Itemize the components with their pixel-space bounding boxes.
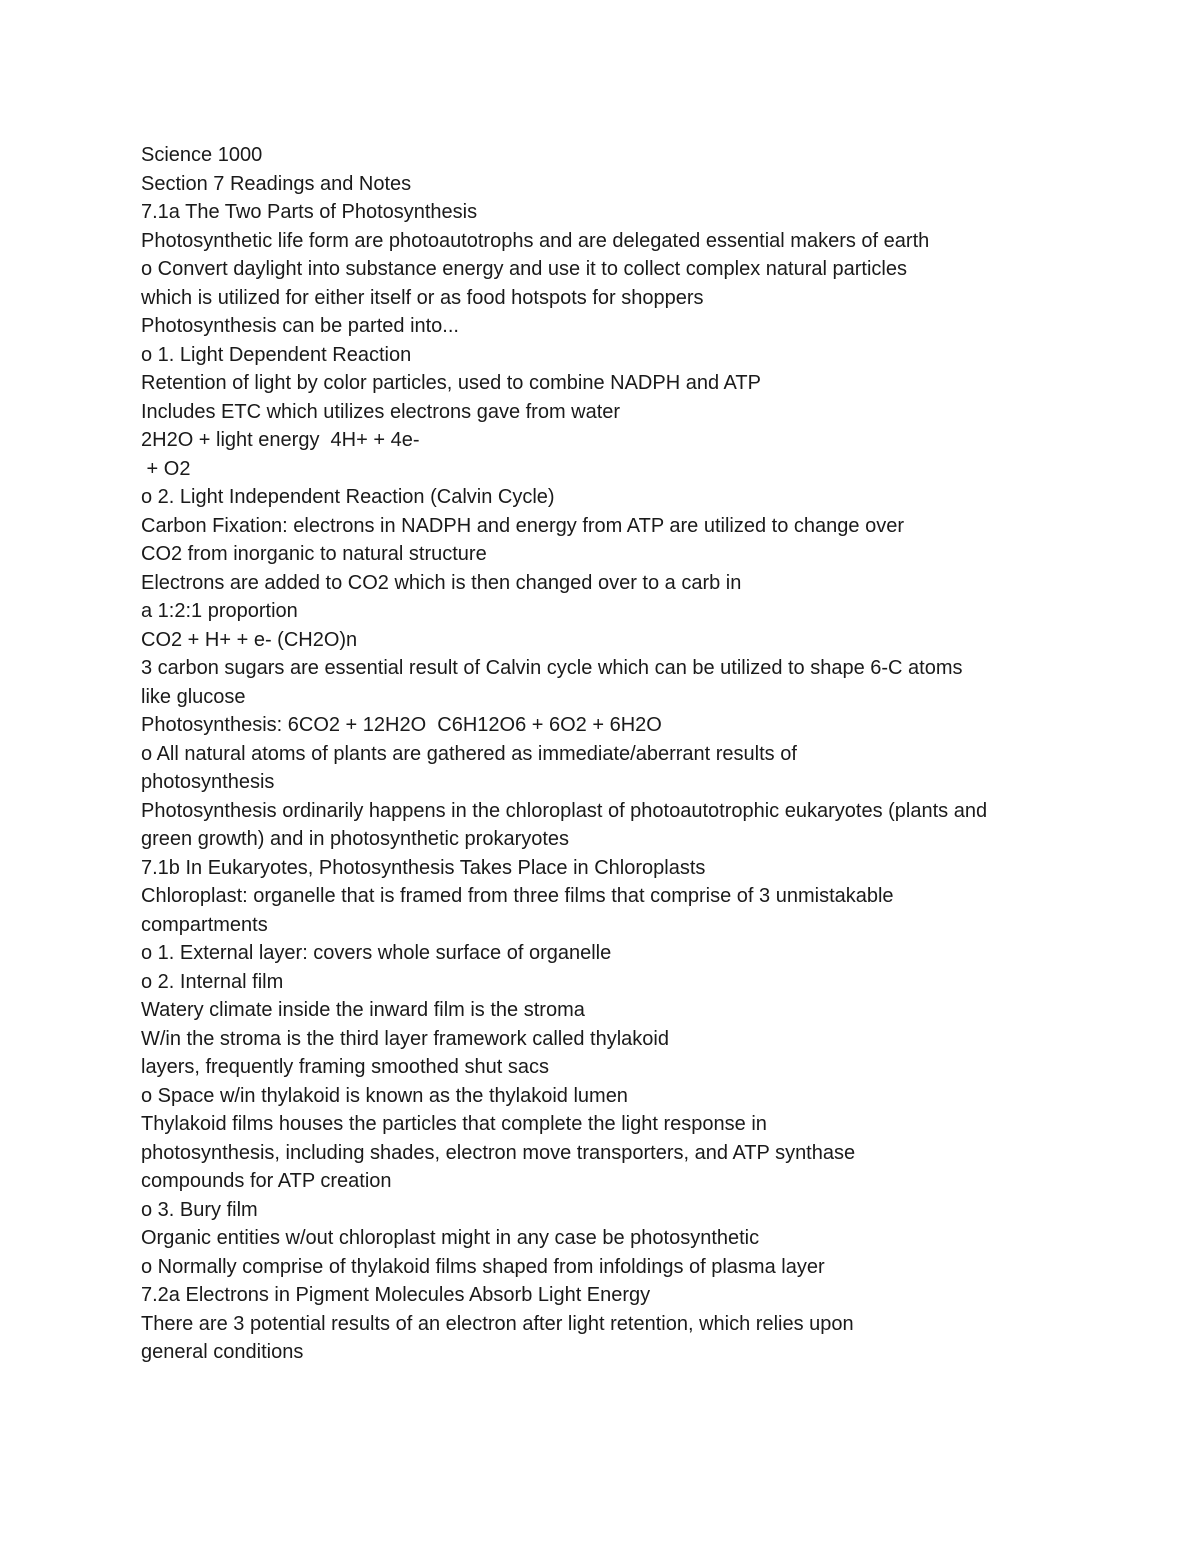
text-line: photosynthesis, including shades, electron move transporters, and ATP synthase (141, 1141, 856, 1164)
text-line: o All natural atoms of plants are gathered as immediate/aberrant results of (141, 742, 797, 765)
text-line: o 1. Light Dependent Reaction (141, 343, 412, 366)
text-line: o 2. Internal film (141, 970, 284, 993)
equation-line: CO2 + H+ + e- (CH2O)n (141, 628, 358, 651)
course-title: Science 1000 (141, 144, 263, 166)
text-line: layers, frequently framing smoothed shut sacs (141, 1056, 549, 1078)
section-title: Section 7 Readings and Notes (141, 172, 412, 195)
text-line: There are 3 potential results of an electron after light retention, which relies upon (141, 1312, 854, 1335)
text-line: Photosynthetic life form are photoautotrophs and are delegated essential makers of earth (141, 229, 930, 252)
text-line: o 1. External layer: covers whole surface of organelle (141, 942, 612, 964)
text-line: o 2. Light Independent Reaction (Calvin Cycle) (141, 486, 555, 508)
text-line: general conditions (141, 1341, 304, 1363)
text-line: Thylakoid films houses the particles that complete the light response in (141, 1113, 767, 1135)
text-line: o Normally comprise of thylakoid films shaped from infoldings of plasma layer (141, 1255, 825, 1278)
text-line: Organic entities w/out chloroplast might in any case be photosynthetic (141, 1227, 760, 1249)
text-line: o Space w/in thylakoid is known as the thylakoid lumen (141, 1084, 628, 1107)
text-line: compounds for ATP creation (141, 1170, 392, 1192)
text-line: a 1:2:1 proportion (141, 600, 298, 622)
text-line: Chloroplast: organelle that is framed from three films that comprise of 3 unmistakable (141, 885, 894, 907)
text-line: 3 carbon sugars are essential result of Calvin cycle which can be utilized to shape 6-C atoms (141, 657, 963, 679)
equation-line: Photosynthesis: 6CO2 + 12H2O C6H12O6 + 6O2 + 6H2O (141, 714, 662, 736)
text-line: Photosynthesis ordinarily happens in the chloroplast of photoautotrophic eukaryotes (plants and (141, 799, 988, 822)
text-line: o Convert daylight into substance energy and use it to collect complex natural particles (141, 258, 907, 280)
document-body (141, 141, 1141, 1367)
text-line: Photosynthesis can be parted into... (141, 315, 459, 337)
text-line: Watery climate inside the inward film is the stroma (141, 999, 585, 1021)
subsection-heading: 7.2a Electrons in Pigment Molecules Absorb Light Energy (141, 1284, 651, 1306)
equation-line: + O2 (141, 457, 191, 480)
text-line: photosynthesis (141, 771, 275, 793)
text-line: like glucose (141, 685, 246, 708)
text-line: green growth) and in photosynthetic prokaryotes (141, 828, 570, 850)
text-line: compartments (141, 913, 268, 936)
subsection-heading: 7.1a The Two Parts of Photosynthesis (141, 201, 478, 223)
text-line: which is utilized for either itself or as food hotspots for shoppers (141, 286, 704, 309)
subsection-heading: 7.1b In Eukaryotes, Photosynthesis Takes Place in Chloroplasts (141, 856, 706, 879)
text-line: Retention of light by color particles, used to combine NADPH and ATP (141, 372, 761, 394)
text-line: W/in the stroma is the third layer framework called thylakoid (141, 1027, 669, 1050)
text-line: o 3. Bury film (141, 1198, 258, 1221)
text-line: Includes ETC which utilizes electrons gave from water (141, 400, 621, 423)
text-line: Carbon Fixation: electrons in NADPH and energy from ATP are utilized to change over (141, 514, 904, 537)
text-line: Electrons are added to CO2 which is then changed over to a carb in (141, 571, 742, 594)
text-line: CO2 from inorganic to natural structure (141, 543, 487, 565)
equation-line: 2H2O + light energy 4H+ + 4e- (141, 429, 420, 451)
